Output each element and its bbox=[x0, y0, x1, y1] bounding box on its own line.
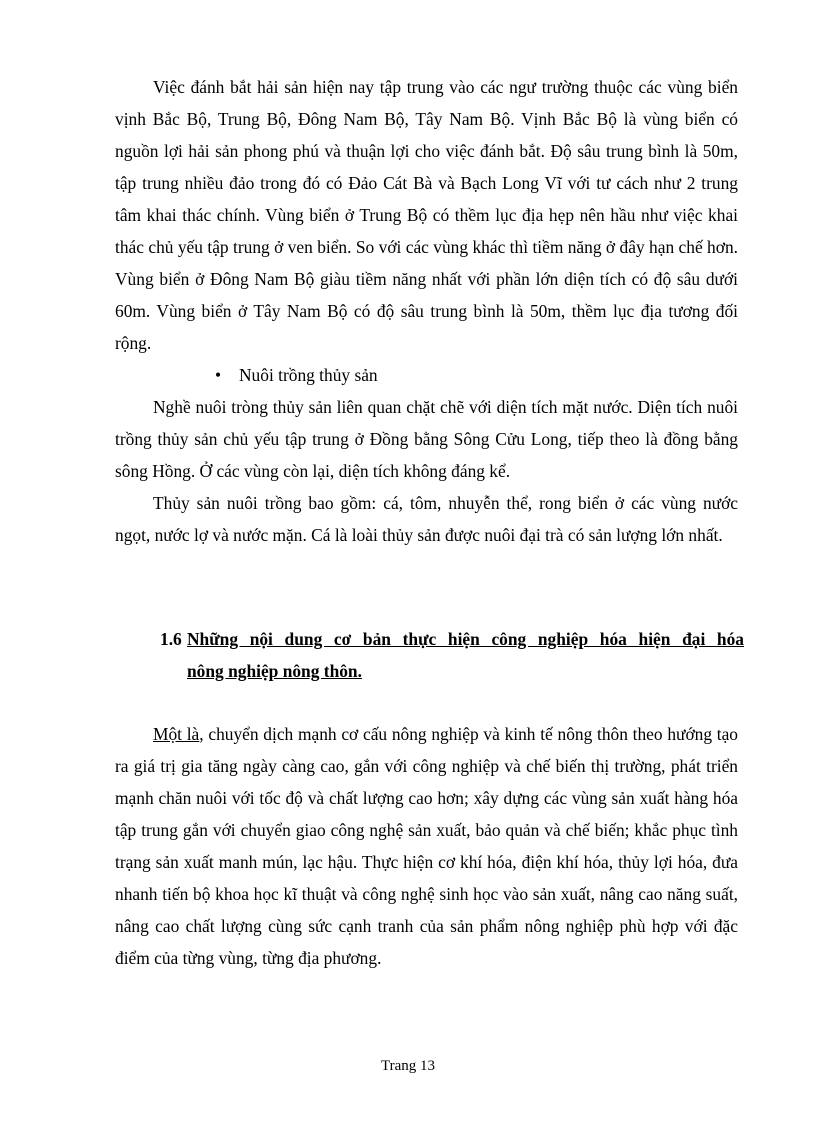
heading-line-2: nông nghiệp nông thôn. bbox=[187, 661, 362, 681]
paragraph-first-point bbox=[115, 718, 738, 974]
paragraph-first-point-text: , chuyển dịch mạnh cơ cấu nông nghiệp và kinh tế nông thôn theo hướng tạo ra giá trị gia tăng ngày càng cao, gắn với công nghiệp và chế biến thị trường, phát triển mạnh chăn nuôi với tốc độ và chất lượng cao hơn; xây dựng các vùng sản xuất hàng hóa tập trung gắn với chuyển giao công nghệ sản xuất, bảo quản và chế biến; khắc phục tình trạng sản xuất manh mún, lạc hậu. Thực hiện cơ khí hóa, điện khí hóa, thủy lợi hóa, đưa nhanh tiến bộ khoa học kĩ thuật và công nghệ sinh học vào sản xuất, nâng cao năng suất, nâng cao chất lượng cùng sức cạnh tranh của sản phẩm nông nghiệp phù hợp với đặc điểm của từng vùng, từng địa phương. bbox=[115, 724, 739, 968]
paragraph-fishing: Việc đánh bắt hải sản hiện nay tập trung vào các ngư trường thuộc các vùng biển vịnh Bắc Bộ, Trung Bộ, Đông Nam Bộ, Tây Nam Bộ. Vịnh Bắc Bộ là vùng biển có nguồn lợi hải sản phong phú và thuận lợi cho việc đánh bắt. Độ sâu trung bình là 50m, tập trung nhiều đảo trong đó có Đảo Cát Bà và Bạch Long Vĩ với tư cách như 2 trung tâm khai thác chính. Vùng biển ở Trung Bộ có thềm lục địa hẹp nên hầu như việc khai thác chủ yếu tập trung ở ven biển. So với các vùng khác thì tiềm năng ở đây hạn chế hơn. Vùng biển ở Đông Nam Bộ giàu tiềm năng nhất với phần lớn diện tích có độ sâu dưới 60m. Vùng biển ở Tây Nam Bộ có độ sâu trung bình là 50m, thềm lục địa tương đối rộng. bbox=[115, 77, 738, 353]
body-section-1 bbox=[115, 71, 738, 551]
bullet-text: Nuôi trồng thủy sản bbox=[239, 365, 378, 385]
paragraph-aquaculture-types: Thủy sản nuôi trồng bao gồm: cá, tôm, nhuyễn thể, rong biển ở các vùng nước ngọt, nước lợ và nước mặn. Cá là loài thủy sản được nuôi đại trà có sản lượng lớn nhất. bbox=[115, 493, 738, 545]
bullet-dot: • bbox=[215, 365, 222, 385]
bullet-item bbox=[115, 359, 738, 391]
lead-phrase: Một là bbox=[153, 724, 200, 744]
section-heading bbox=[160, 623, 744, 687]
body-section-2 bbox=[115, 718, 738, 974]
page-number: Trang 13 bbox=[380, 1058, 436, 1074]
paragraph-aquaculture-area: Nghề nuôi tròng thủy sản liên quan chặt chẽ với diện tích mặt nước. Diện tích nuôi trồng thủy sản chủ yếu tập trung ở Đồng bằng Sông Cửu Long, tiếp theo là đồng bằng sông Hồng. Ở các vùng còn lại, diện tích không đáng kể. bbox=[115, 397, 738, 481]
heading-number: 1.6 bbox=[160, 629, 182, 649]
heading-line-1: Những nội dung cơ bản thực hiện công nghiệp hóa hiện đại hóa bbox=[187, 629, 744, 649]
